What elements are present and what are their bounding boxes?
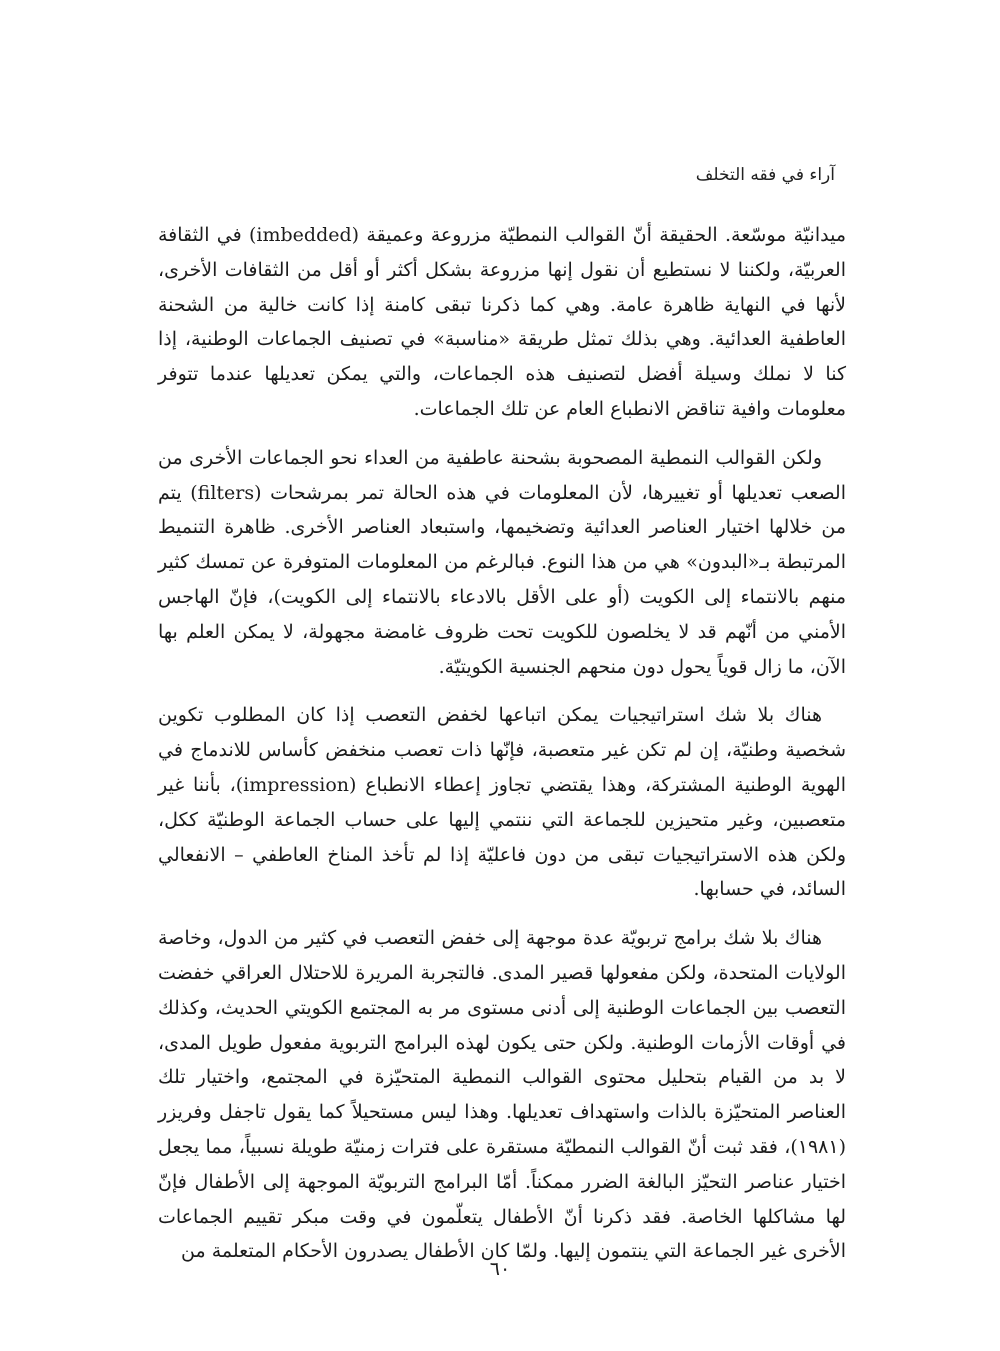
page-number: ٦٠ — [489, 1258, 511, 1280]
paragraph-4: هناك بلا شك برامج تربويّة عدة موجهة إلى خفض التعصب في كثير من الدول، وخاصة الولايات المتحدة، ولكن مفعولها قصير المدى. فالتجربة المريرة للاحتلال العراقي خفضت التعصب بين الجماعات الوطنية إلى أدنى مستوى مر به المجتمع الكويتي الحديث، وكذلك في أوقات الأزمات الوطنية. ولكن حتى يكون لهذه البرامج التربوية مفعول طويل المدى، لا بد من القيام بتحليل محتوى القوالب النمطية المتحيّزة في المجتمع، واختيار تلك العناصر المتحيّزة بالذات واستهداف تعديلها. وهذا ليس مستحيلاً كما يقول تاجفل وفريزر (١٩٨١)، فقد ثبت أنّ القوالب النمطيّة مستقرة على فترات زمنيّة طويلة نسبياً، مما يجعل اختيار عناصر التحيّز البالغة الضرر ممكناً. أمّا البرامج التربويّة الموجهة إلى الأطفال فإنّ لها مشاكلها الخاصة. فقد ذكرنا أنّ الأطفال يتعلّمون في وقت مبكر تقييم الجماعات الأخرى غير الجماعة التي ينتمون إليها. ولمّا كان الأطفال يصدرون الأحكام المتعلمة من — [158, 927, 846, 1263]
running-header: آراء في فقه التخلف — [695, 165, 835, 185]
paragraph-2: ولكن القوالب النمطية المصحوبة بشحنة عاطفية من العداء نحو الجماعات الأخرى من الصعب تعديلها أو تغييرها، لأن المعلومات في هذه الحالة تمر بمرشحات (filters) يتم من خلالها اختيار العناصر العدائية وتضخيمها، واستبعاد العناصر الأخرى. ظاهرة التنميط المرتبطة بـ«البدون» هي من هذا النوع. فبالرغم من المعلومات المتوفرة عن تمسك كثير منهم بالانتماء إلى الكويت (أو على الأقل بالادعاء بالانتماء إلى الكويت)، فإنّ الهاجس الأمني من أنّهم قد لا يخلصون للكويت تحت ظروف غامضة مجهولة، لا يمكن العلم بها الآن، ما زال قوياً يحول دون منحهم الجنسية الكويتيّة. — [158, 446, 846, 678]
paragraph-1: ميدانيّة موسّعة. الحقيقة أنّ القوالب النمطيّة مزروعة وعميقة (imbedded) في الثقافة العربيّة، ولكننا لا نستطيع أن نقول إنها مزروعة بشكل أكثر أو أقل من الثقافات الأخرى، لأنها في النهاية ظاهرة عامة. وهي كما ذكرنا تبقى كامنة إذا كانت خالية من الشحنة العاطفية العدائية. وهي بذلك تمثل طريقة «مناسبة» في تصنيف الجماعات الوطنية، إذا كنا لا نملك وسيلة أفضل لتصنيف هذه الجماعات، والتي يمكن تعديلها عندما تتوفر معلومات وافية تناقض الانطباع العام عن تلك الجماعات. — [158, 224, 846, 420]
body-text — [158, 218, 846, 1283]
paragraph-3: هناك بلا شك استراتيجيات يمكن اتباعها لخفض التعصب إذا كان المطلوب تكوين شخصية وطنيّة، إن لم تكن غير متعصبة، فإنّها ذات تعصب منخفض كأساس للاندماج في الهوية الوطنية المشتركة، وهذا يقتضي تجاوز إعطاء الانطباع (impression)، بأننا غير متعصبين، وغير متحيزين للجماعة التي ننتمي إليها على حساب الجماعة الوطنيّة ككل، ولكن هذه الاستراتيجيات تبقى من دون فاعليّة إذا لم تأخذ المناخ العاطفي – الانفعالي السائد، في حسابها. — [158, 704, 847, 901]
